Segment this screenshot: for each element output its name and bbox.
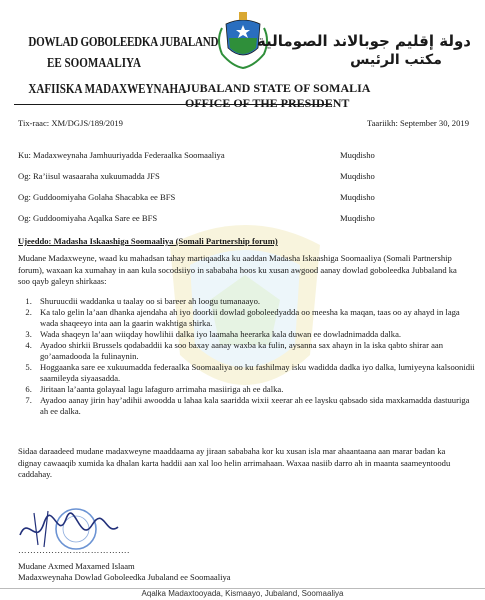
list-item: 6. Jiritaan la’aanta golayaal lagu lafaguro arrimaha masiiriga ah ee dalka. [34,384,479,395]
list-item: 7. Ayadoo aanay jirin hay’adihii awoodda u lahaa kala saaridda wixii xeerar ah ee laysku qabsado sida maxkamadda dastuuriga ah ee dalka. [34,395,479,417]
letter-intro: Mudane Madaxweyne, waad ku mahadsan tahay martiqaadka ku aaddan Madasha Iskaashiga Soomaaliya (Somali Partnership forum), waxaan ka xumahay in aan kula socodsiiyo in sababaha hoos ku xusan awgood aanay dowlad goboleedka Jubbaland ka soo qayb galeyn shirkaas: [18,253,457,287]
addressee-location: Muqdisho [340,213,375,223]
signer-name: Mudane Axmed Maxamed Islaam [18,561,135,571]
footer-address: Aqalka Madaxtooyada, Kismaayo, Jubaland, Soomaaliya [141,589,344,598]
addressee-location: Muqdisho [340,171,375,181]
letter-date: Taariikh: September 30, 2019 [366,118,469,128]
list-item: 2. Ka talo gelin la’aan dhanka ajendaha ah iyo doorkii dowlad goboleedyadda oo meesha ka maqan, taas oo ay ahayd in laga wada shaqeeyo inta aan la gaarin wakhtiga shirka. [34,307,479,329]
signer-block [18,561,231,583]
addressee-location: Muqdisho [340,150,375,160]
list-item: 1. Shuruucdii waddanka u taalay oo si bareer ah loogu tumanaayo. [34,296,479,307]
addressee-cc: Og: Ra’iisul wasaaraha xukuumadda JFS [18,171,160,181]
list-item: 4. Ayadoo shirkii Brussels qodabaddii ka soo baxay aanay waxba ka fulin, aysanna sax ahayn in la iska qabto shirar aan go’aamadooda la fulinaynin. [34,340,479,362]
list-item: 5. Hoggaanka sare ee xukuumadda federaalka Soomaaliya oo ku fashilmay isku wadidda dadka iyo dalka, lumiyeyna kalsoonidii saamileyda siyaasadda. [34,362,479,384]
addressee-location: Muqdisho [340,192,375,202]
header-state-name-ar: دولة إقليم جوبالاند الصومالية [256,32,471,50]
header-divider [14,104,332,105]
addressee-cc: Og: Guddoomiyaha Aqalka Sare ee BFS [18,213,158,223]
header-state-name-en: JUBALAND STATE OF SOMALIA [185,81,371,95]
list-item: 3. Wada shaqeyn la’aan wiiqday howlihii dalka iyo laamaha heerarka kala duwan ee dowladnimadda dalka. [34,329,479,340]
header-office-en: OFFICE OF THE PRESIDENT [185,96,350,110]
header-state-name-so: DOWLAD GOBOLEEDKA JUBALAND [28,34,219,49]
reasons-list [18,296,479,417]
header-english-block [185,81,371,111]
header-somali-block [14,34,219,97]
header-arabic-block [256,32,471,68]
signature-line: ………………………………. [18,545,130,555]
reference-number: Tix-raac: XM/DGJS/189/2019 [18,118,123,128]
addressee-primary: Ku: Madaxweynaha Jamhuuriyadda Federaalka Soomaaliya [18,150,225,160]
letter-subject: Ujeeddo: Madasha Iskaashiga Soomaaliya (Somali Partnership forum) [18,236,278,246]
header-country-so: EE SOOMAALIYA [46,55,142,70]
header-office-so: XAFIISKA MADAXWEYNAHA [28,81,187,96]
signer-title: Madaxweynaha Dowlad Goboleedka Jubaland ee Soomaaliya [18,572,231,583]
addressee-cc: Og: Guddoomiyaha Golaha Shacabka ee BFS [18,192,176,202]
letter-closing: Sidaa daraadeed mudane madaxweyne maaddaama ay jiraan sababaha kor ku xusan isla mar ahaantaana aan marar badan ka dignay cawaaqib xumida ka dhalan karta haddii aan xal loo helin arrimahaan. Waxaa nasiib darro ah in maanta saameyntoodu caddahay. [18,446,451,480]
header-office-ar: مكتب الرئيس [350,52,442,68]
